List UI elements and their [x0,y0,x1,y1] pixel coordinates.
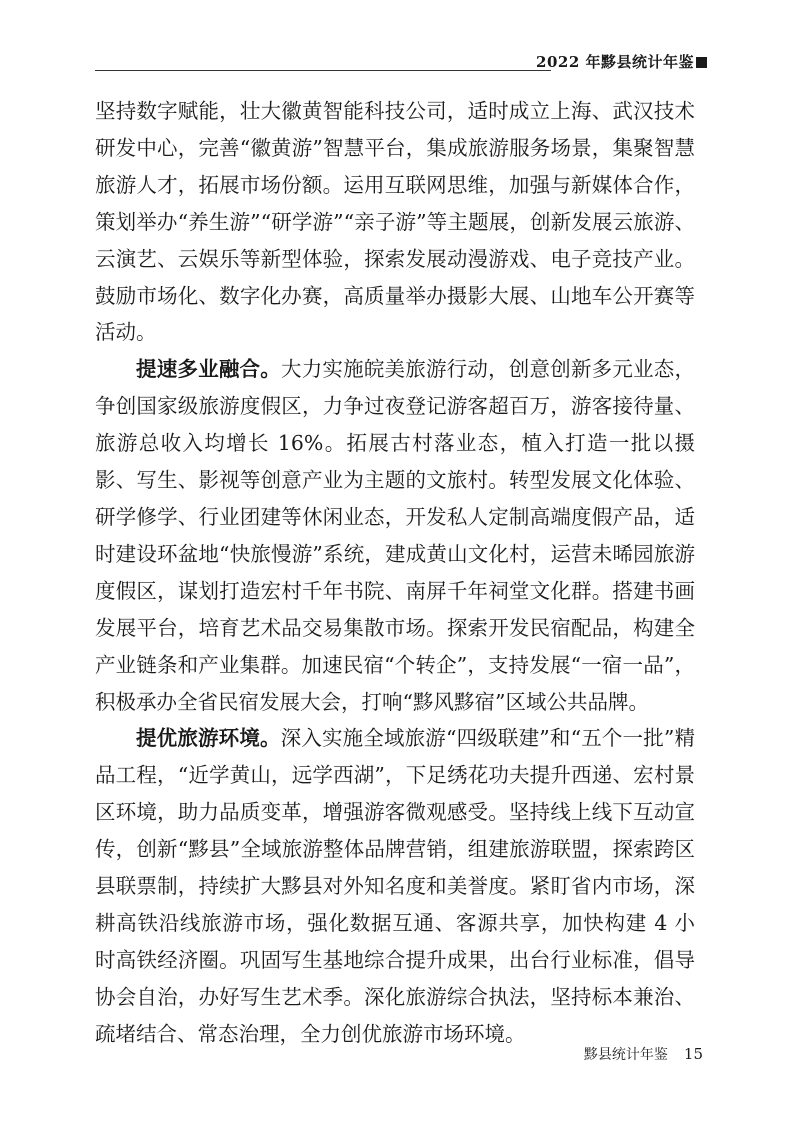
footer-book-title: 黟县统计年鉴 [583,1047,668,1063]
header-rule [95,70,551,71]
page-number: 15 [683,1045,703,1063]
paragraph-text: 大力实施皖美旅游行动，创意创新多元业态，争创国家级旅游度假区，力争过夜登记游客超百万，游客接待量、旅游总收入均增长 16%。拓展古村落业态，植入打造一批以摄影、写生、影视等创意产业为主题的文旅村。转型发展文化体验、研学修学、行业团建等休闲业态，开发私人定制高端度假产品，适时建设环盆地“快旅慢游”系统，建成黄山文化村，运营未晞园旅游度假区，谋划打造宏村千年书院、南屏千年祠堂文化群。搭建书画发展平台，培育艺术品交易集散市场。探索开发民宿配品，构建全产业链条和产业集群。加速民宿“个转企”，支持发展“一宿一品”，积极承办全省民宿发展大会，打响“黟风黟宿”区域公共品牌。 [95,357,696,714]
paragraph-digital-empowerment [95,93,695,351]
paragraph-lead-heading: 提速多业融合。 [136,357,281,382]
page-footer [584,1044,703,1064]
header-title-text: 2022 年黟县统计年鉴 [536,53,694,71]
paragraph-text: 深入实施全域旅游“四级联建”和“五个一批”精品工程，“近学黄山，远学西湖”，下足绣花功夫提升西递、宏村景区环境，助力品质变革，增强游客微观感受。坚持线上线下互动宣传，创新“黟县”全域旅游整体品牌营销，组建旅游联盟，探索跨区县联票制，持续扩大黟县对外知名度和美誉度。紧盯省内市场，深耕高铁沿线旅游市场，强化数据互通、客源共享，加快构建 4 小时高铁经济圈。巩固写生基地综合提升成果，出台行业标准，倡导协会自治，办好写生艺术季。深化旅游综合执法，坚持标本兼治、疏堵结合、常态治理，全力创优旅游市场环境。 [95,726,696,1046]
header-square-mark [696,57,707,68]
paragraph-lead-heading: 提优旅游环境。 [136,726,281,751]
body-text [95,93,695,1053]
running-header [536,51,707,72]
paragraph-industry-integration [95,351,695,720]
paragraph-text: 坚持数字赋能，壮大徽黄智能科技公司，适时成立上海、武汉技术研发中心，完善“徽黄游”智慧平台，集成旅游服务场景，集聚智慧旅游人才，拓展市场份额。运用互联网思维，加强与新媒体合作，策划举办“养生游”“研学游”“亲子游”等主题展，创新发展云旅游、云演艺、云娱乐等新型体验，探索发展动漫游戏、电子竞技产业。鼓励市场化、数字化办赛，高质量举办摄影大展、山地车公开赛等活动。 [95,99,695,345]
paragraph-tourism-environment [95,720,695,1052]
